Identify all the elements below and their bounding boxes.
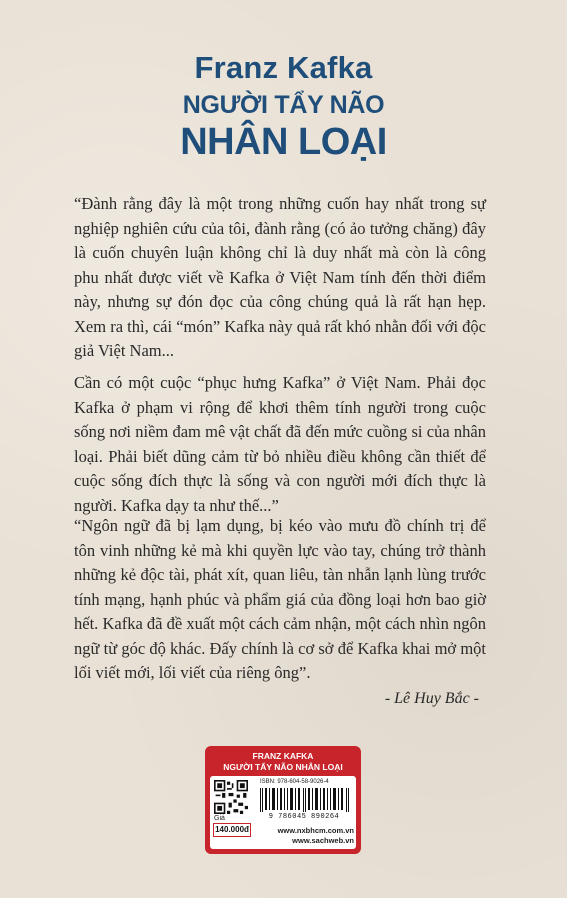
- publisher-website: www.nxbhcm.com.vn: [277, 826, 354, 835]
- quote-paragraph-2: Cần có một cuộc “phục hưng Kafka” ở Việt Nam. Phải đọc Kafka ở phạm vi rộng để khơi thêm tính người trong cuộc sống nơi niềm đam mê vật chất đã đến mức cuồng si của nhân loại. Phải biết dũng cảm từ bỏ nhiều điều không cần thiết để cuộc sống đích thực là sống và con người mới đích thực là người. Kafka dạy ta như thế...”: [74, 373, 486, 515]
- qr-code-icon: [214, 780, 248, 814]
- quote-paragraph-1: “Đành rằng đây là một trong những cuốn hay nhất trong sự nghiệp nghiên cứu của tôi, đành rằng (có ảo tưởng chăng) đây là cuốn chuyên luận không chỉ là duy nhất mà còn là công phu nhất được viết về Kafka ở Việt Nam tính đến thời điểm này, nhưng sự đón đọc của công chúng quả là rất hạn hẹp. Xem ra thì, cái “món” Kafka này quả rất khó nhằn đối với độc giả Việt Nam...: [74, 194, 486, 360]
- shop-website: www.sachweb.vn: [292, 836, 354, 845]
- sticker-title: NGƯỜI TẨY NÃO NHÂN LOẠI: [223, 762, 343, 772]
- price-sticker: [205, 746, 361, 854]
- book-title-line-1: NGƯỜI TẨY NÃO: [182, 91, 385, 119]
- signature: - Lê Huy Bắc -: [384, 690, 479, 707]
- sticker-author: FRANZ KAFKA: [252, 751, 314, 761]
- quote-paragraph-3: “Ngôn ngữ đã bị lạm dụng, bị kéo vào mưu đồ chính trị để tôn vinh những kẻ mà khi quyền lực vào tay, chúng trở thành những kẻ độc tài, phát xít, quan liêu, tàn nhẫn lạnh lùng trước tính mạng, hạnh phúc và phẩm giá của đồng loại hơn bao giờ hết. Kafka đã đề xuất một cách cảm nhận, một cách nhìn ngôn ngữ từ góc độ khác. Đấy chính là cơ sở để Kafka khai mở một lối viết mới, lối viết của riêng ông”.: [74, 516, 486, 682]
- author-name: Franz Kafka: [194, 50, 373, 85]
- isbn-text: ISBN: 978-604-58-9026-4: [260, 779, 329, 785]
- book-title-line-2: NHÂN LOẠI: [180, 121, 387, 163]
- sticker-body: [210, 776, 356, 849]
- cover-title-block: [0, 48, 567, 164]
- price-value: 140.000đ: [213, 823, 251, 837]
- barcode-icon: [260, 788, 350, 812]
- sticker-header: [205, 746, 361, 773]
- price-label: Giá: [214, 815, 225, 822]
- barcode-number: 9 786045 890264: [268, 813, 340, 821]
